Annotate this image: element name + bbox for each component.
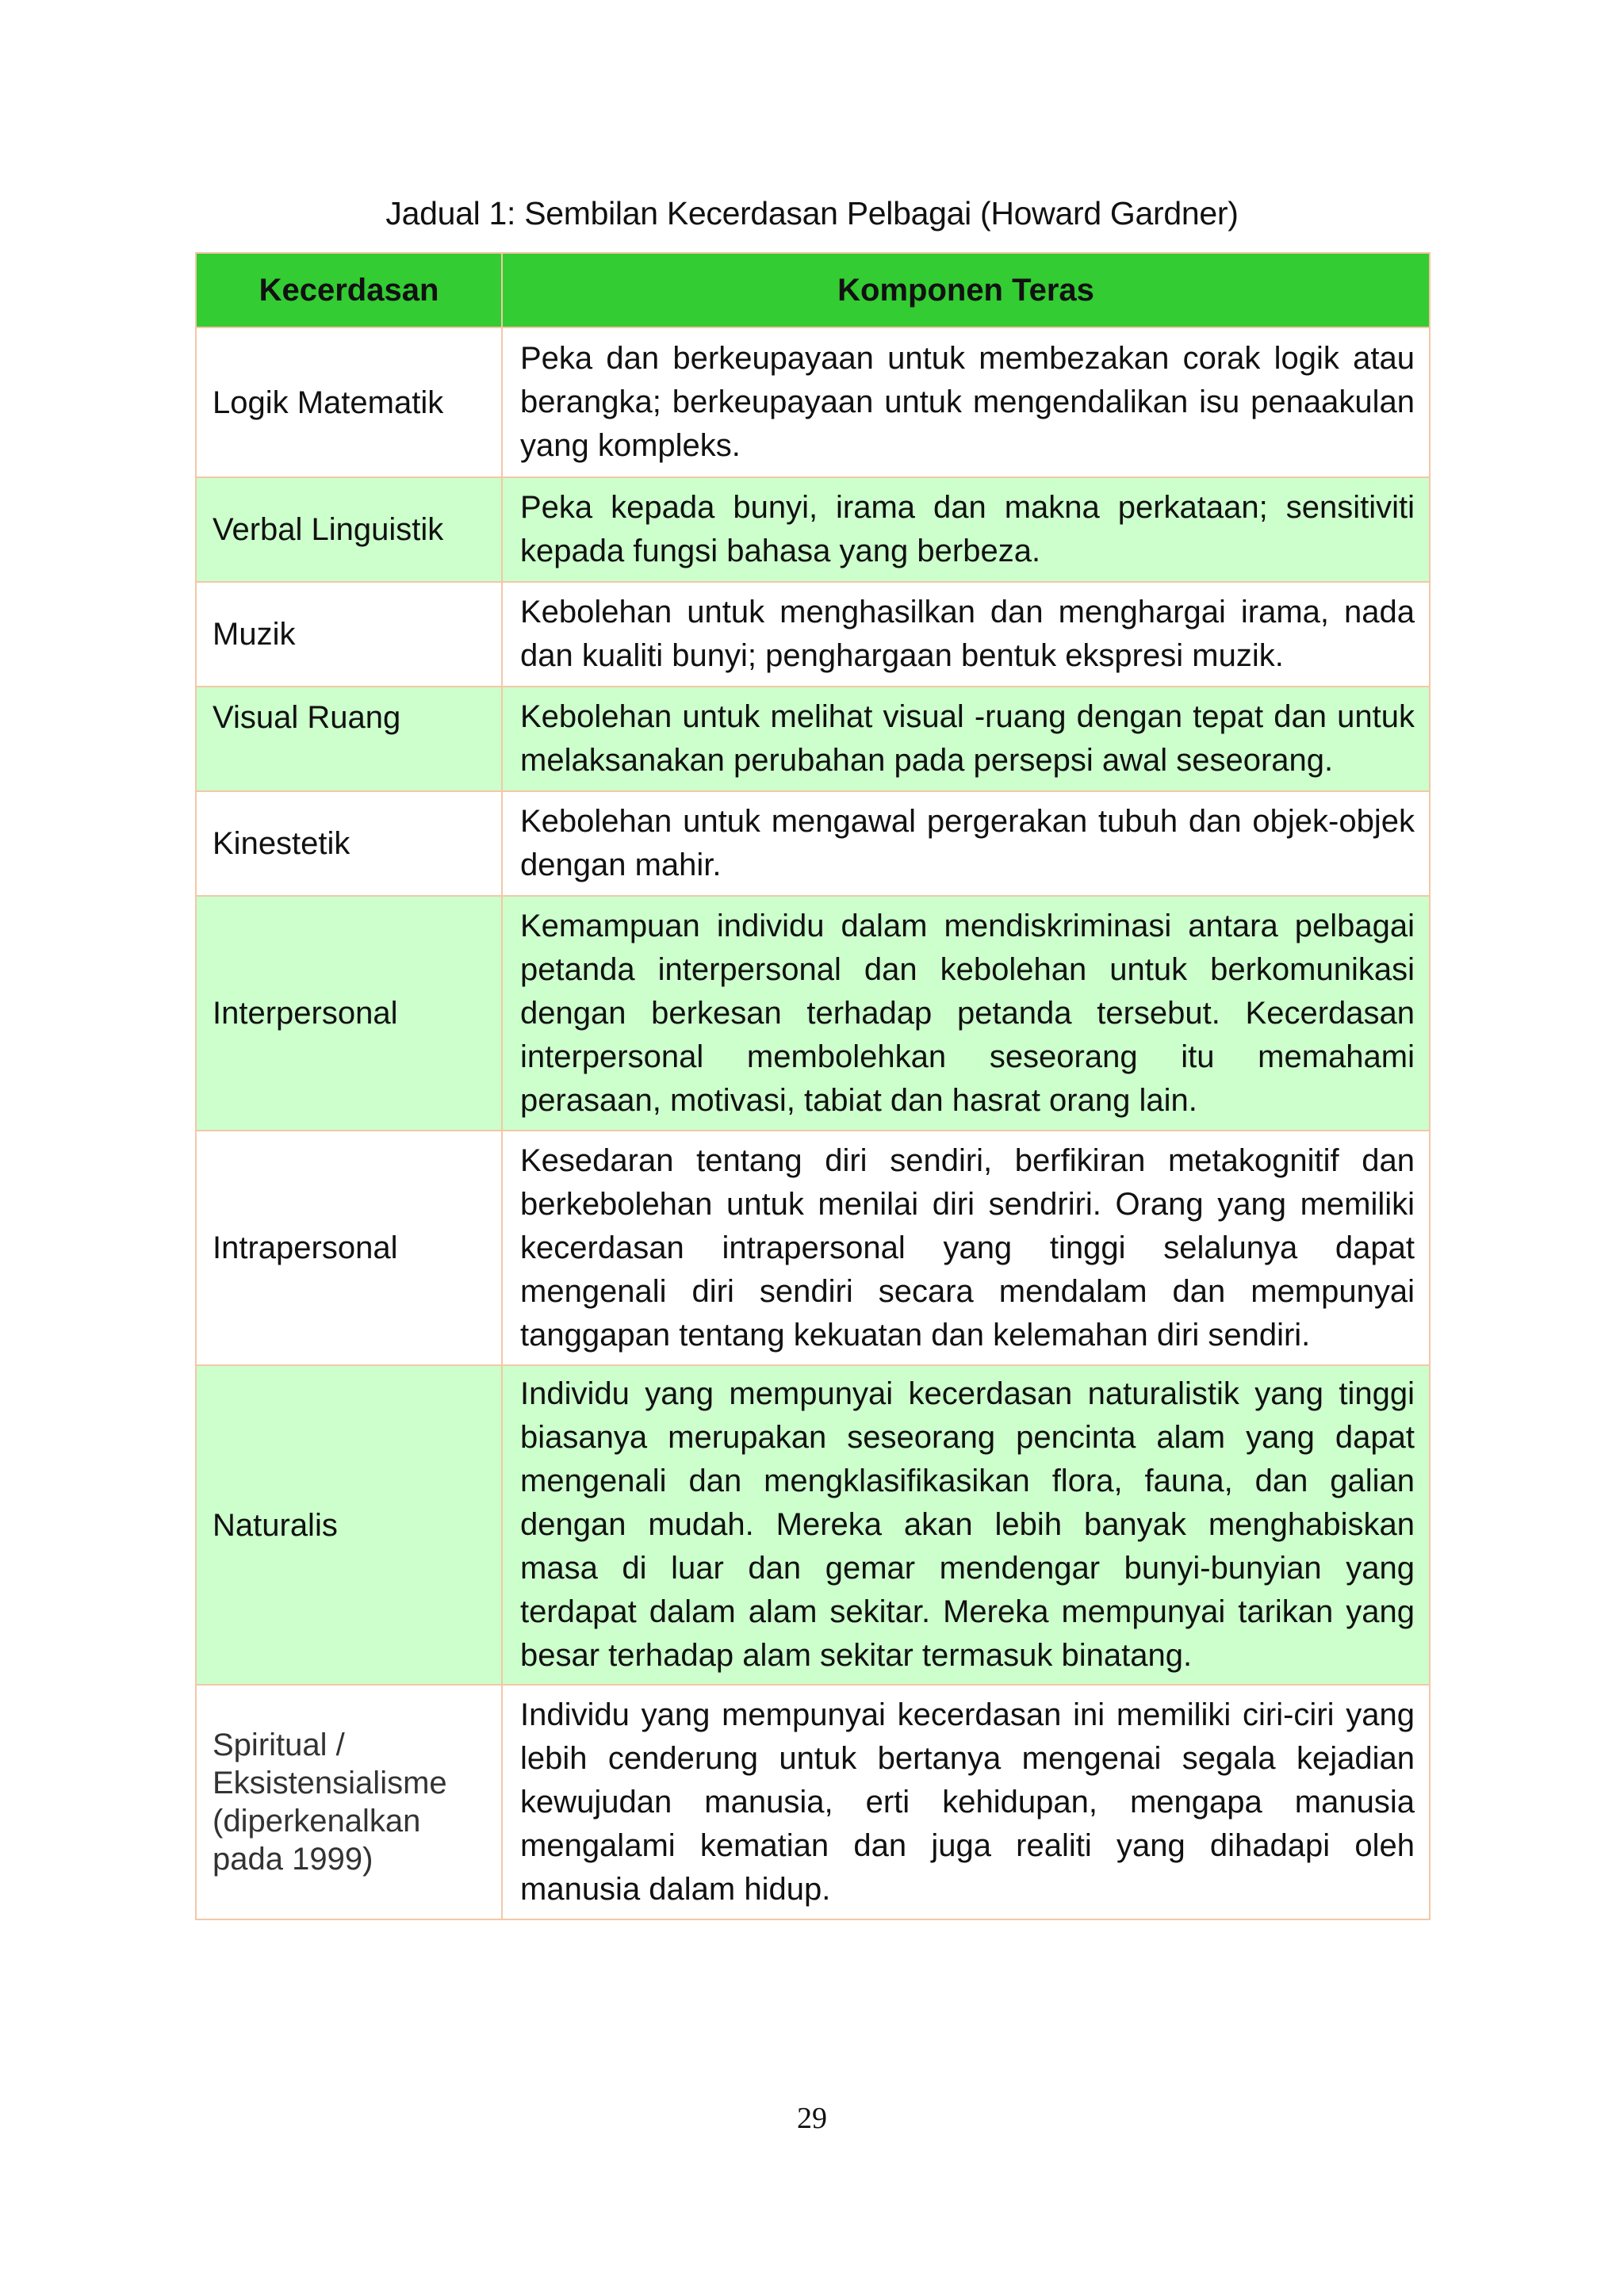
row-name: Muzik <box>196 582 502 687</box>
row-description: Peka kepada bunyi, irama dan makna perkataan; sensitiviti kepada fungsi bahasa yang berbeza. <box>502 477 1430 582</box>
row-description: Kebolehan untuk mengawal pergerakan tubuh dan objek-objek dengan mahir. <box>502 791 1430 896</box>
row-name: Kinestetik <box>196 791 502 896</box>
row-description: Peka dan berkeupayaan untuk membezakan corak logik atau berangka; berkeupayaan untuk mengendalikan isu penaakulan yang kompleks. <box>502 327 1430 477</box>
row-description: Individu yang mempunyai kecerdasan ini memiliki ciri-ciri yang lebih cenderung untuk bertanya mengenai segala kejadian kewujudan manusia, erti kehidupan, mengapa manusia mengalami kematian dan juga realiti yang dihadapi oleh manusia dalam hidup. <box>502 1685 1430 1919</box>
row-description: Kemampuan individu dalam mendiskriminasi antara pelbagai petanda interpersonal dan kebolehan untuk berkomunikasi dengan berkesan terhadap petanda tersebut. Kecerdasan interpersonal membolehkan seseorang itu memahami perasaan, motivasi, tabiat dan hasrat orang lain. <box>502 896 1430 1131</box>
intelligences-table <box>195 252 1431 1920</box>
table-row <box>196 791 1430 896</box>
table-row <box>196 477 1430 582</box>
row-description: Kebolehan untuk melihat visual -ruang dengan tepat dan untuk melaksanakan perubahan pada persepsi awal seseorang. <box>502 687 1430 791</box>
table-row <box>196 1685 1430 1919</box>
row-name: Intrapersonal <box>196 1131 502 1365</box>
row-name: Visual Ruang <box>196 687 502 791</box>
table-row <box>196 582 1430 687</box>
table-row <box>196 327 1430 477</box>
page-number: 29 <box>797 2102 827 2135</box>
row-name: Interpersonal <box>196 896 502 1131</box>
header-komponen-teras: Komponen Teras <box>502 253 1430 327</box>
row-name: Naturalis <box>196 1365 502 1685</box>
table-caption: Jadual 1: Sembilan Kecerdasan Pelbagai (Howard Gardner) <box>385 195 1239 232</box>
table-row <box>196 1131 1430 1365</box>
row-description: Kebolehan untuk menghasilkan dan menghargai irama, nada dan kualiti bunyi; penghargaan bentuk ekspresi muzik. <box>502 582 1430 687</box>
row-description: Individu yang mempunyai kecerdasan naturalistik yang tinggi biasanya merupakan seseorang pencinta alam yang dapat mengenali dan mengklasifikasikan flora, fauna, dan galian dengan mudah. Mereka akan lebih banyak menghabiskan masa di luar dan gemar mendengar bunyi-bunyian yang terdapat dalam alam sekitar. Mereka mempunyai tarikan yang besar terhadap alam sekitar termasuk binatang. <box>502 1365 1430 1685</box>
row-description: Kesedaran tentang diri sendiri, berfikiran metakognitif dan berkebolehan untuk menilai diri sendriri. Orang yang memiliki kecerdasan intrapersonal yang tinggi selalunya dapat mengenali diri sendiri secara mendalam dan mempunyai tanggapan tentang kekuatan dan kelemahan diri sendiri. <box>502 1131 1430 1365</box>
table-row <box>196 896 1430 1131</box>
intelligences-table-container <box>195 252 1429 1920</box>
row-name: Spiritual / Eksistensialisme (diperkenalkan pada 1999) <box>196 1685 502 1919</box>
header-kecerdasan: Kecerdasan <box>196 253 502 327</box>
table-row <box>196 687 1430 791</box>
table-row <box>196 1365 1430 1685</box>
table-header-row <box>196 253 1430 327</box>
row-name: Logik Matematik <box>196 327 502 477</box>
row-name: Verbal Linguistik <box>196 477 502 582</box>
